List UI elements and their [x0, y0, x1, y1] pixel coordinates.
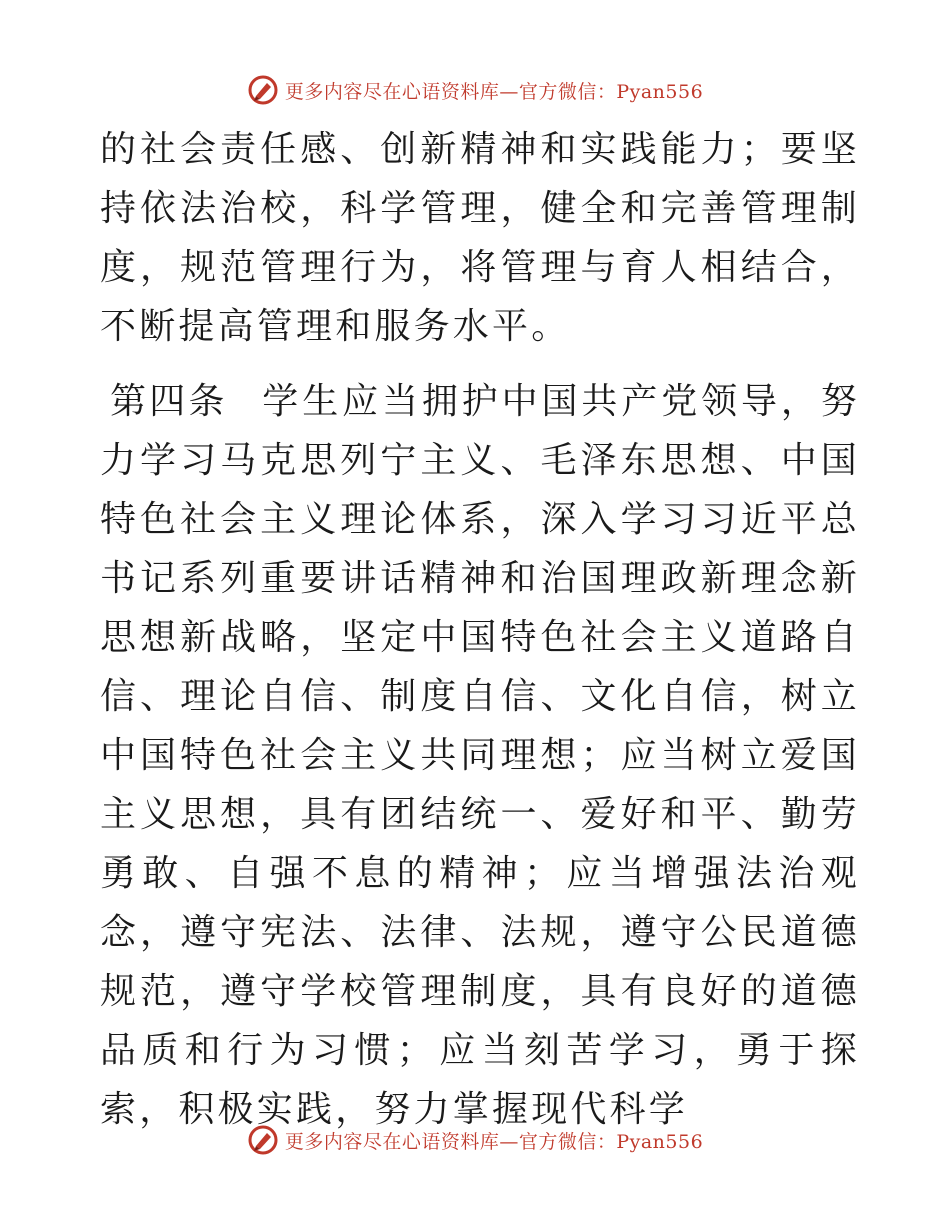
- footer-banner-text: 更多内容尽在心语资料库—官方微信：Pyan556: [284, 1130, 704, 1153]
- pen-circle-logo-icon: [247, 1124, 279, 1156]
- article-4-paragraph: [100, 372, 860, 1139]
- article-4-number: 第四条: [110, 381, 228, 422]
- header-banner-text: 更多内容尽在心语资料库—官方微信：Pyan556: [284, 80, 704, 103]
- footer-banner: [0, 1120, 950, 1160]
- header-banner: [0, 70, 950, 110]
- article-4-text: 学生应当拥护中国共产党领导，努力学习马克思列宁主义、毛泽东思想、中国特色社会主义理论体系，深入学习习近平总书记系列重要讲话精神和治国理政新理念新思想新战略，坚定中国特色社会主义道路自信、理论自信、制度自信、文化自信，树立中国特色社会主义共同理想；应当树立爱国主义思想，具有团结统一、爱好和平、勤劳勇敢、自强不息的精神；应当增强法治观念，遵守宪法、法律、法规，遵守公民道德规范，遵守学校管理制度，具有良好的道德品质和行为习惯；应当刻苦学习，勇于探索，积极实践，努力掌握现代科学: [100, 381, 860, 1130]
- document-body: [100, 120, 860, 1139]
- paragraph-continued: 的社会责任感、创新精神和实践能力；要坚持依法治校，科学管理，健全和完善管理制度，规范管理行为，将管理与育人相结合，不断提高管理和服务水平。: [100, 129, 860, 347]
- pen-circle-logo-icon: [247, 74, 279, 106]
